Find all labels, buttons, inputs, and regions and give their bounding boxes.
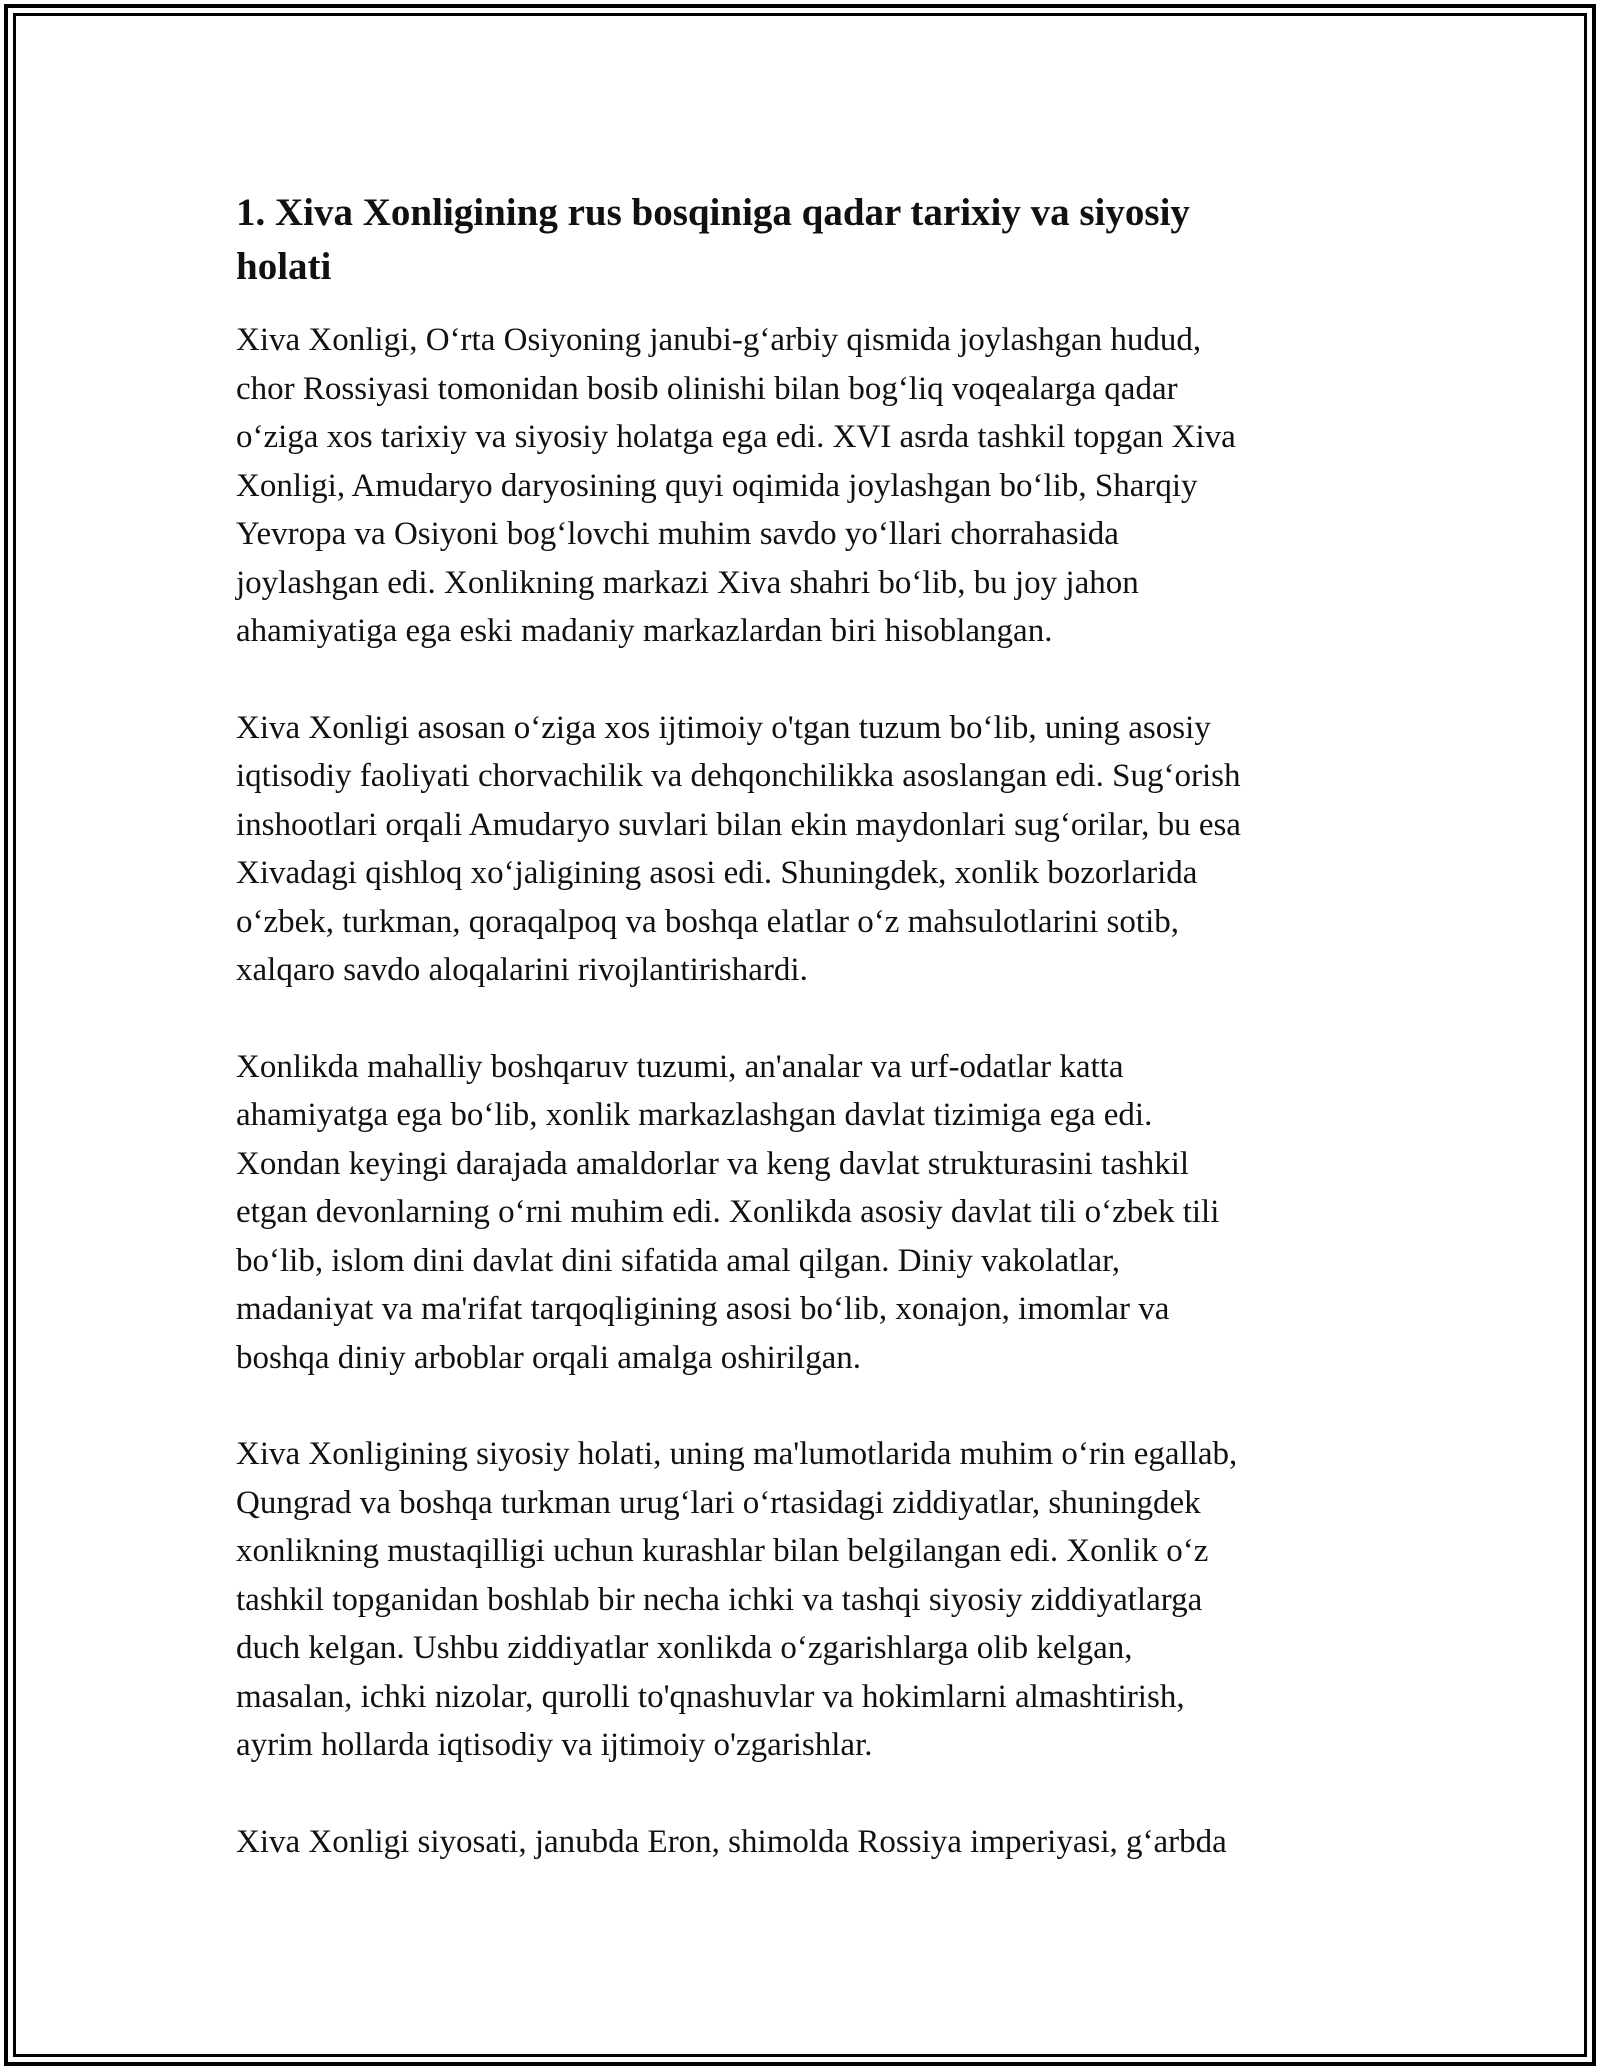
paragraph-5: Xiva Xonligi siyosati, janubda Eron, shimolda Rossiya imperiyasi, g‘arbda [236, 1823, 1227, 1860]
document-body [236, 186, 1366, 1914]
paragraph-4: Xiva Xonligining siyosiy holati, uning ma'lumotlarida muhim o‘rin egallab, Qungrad va boshqa turkman urug‘lari o‘rtasidagi ziddiyatlar, shuningdek xonlikning mustaqilligi uchun kurashlar bilan belgilangan edi. Xonlik o‘z tashkil topganidan boshlab bir necha ichki va tashqi siyosiy ziddiyatlarga duch kelgan. Ushbu ziddiyatlar xonlikda o‘zgarishlarga olib kelgan, masalan, ichki nizolar, qurolli to'qnashuvlar va hokimlarni almashtirish, ayrim hollarda iqtisodiy va ijtimoiy o'zgarishlar. [236, 1436, 1238, 1763]
paragraph-2: Xiva Xonligi asosan o‘ziga xos ijtimoiy o'tgan tuzum bo‘lib, uning asosiy iqtisodiy faoliyati chorvachilik va dehqonchilikka asoslangan edi. Sug‘orish inshootlari orqali Amudaryo suvlari bilan ekin maydonlari sug‘orilar, bu esa Xivadagi qishloq xo‘jaligining asosi edi. Shuningdek, xonlik bozorlarida o‘zbek, turkman, qoraqalpoq va boshqa elatlar o‘z mahsulotlarini sotib, xalqaro savdo aloqalarini rivojlantirishardi. [236, 709, 1241, 988]
paragraph-1: Xiva Xonligi, O‘rta Osiyoning janubi-g‘arbiy qismida joylashgan hudud, chor Rossiyasi tomonidan bosib olinishi bilan bog‘liq voqealarga qadar o‘ziga xos tarixiy va siyosiy holatga ega edi. XVI asrda tashkil topgan Xiva Xonligi, Amudaryo daryosining quyi oqimida joylashgan bo‘lib, Sharqiy Yevropa va Osiyoni bog‘lovchi muhim savdo yo‘llari chorrahasida joylashgan edi. Xonlikning markazi Xiva shahri bo‘lib, bu joy jahon ahamiyatiga ega eski madaniy markazlardan biri hisoblangan. [236, 322, 1236, 649]
paragraph-3: Xonlikda mahalliy boshqaruv tuzumi, an'analar va urf-odatlar katta ahamiyatga ega bo‘lib, xonlik markazlashgan davlat tizimiga ega edi. Xondan keyingi darajada amaldorlar va keng davlat strukturasini tashkil etgan devonlarning o‘rni muhim edi. Xonlikda asosiy davlat tili o‘zbek tili bo‘lib, islom dini davlat dini sifatida amal qilgan. Diniy vakolatlar, madaniyat va ma'rifat tarqoqligining asosi bo‘lib, xonajon, imomlar va boshqa diniy arboblar orqali amalga oshirilgan. [236, 1048, 1220, 1376]
document-heading: 1. Xiva Xonligining rus bosqiniga qadar tarixiy va siyosiy holati [236, 191, 1190, 288]
